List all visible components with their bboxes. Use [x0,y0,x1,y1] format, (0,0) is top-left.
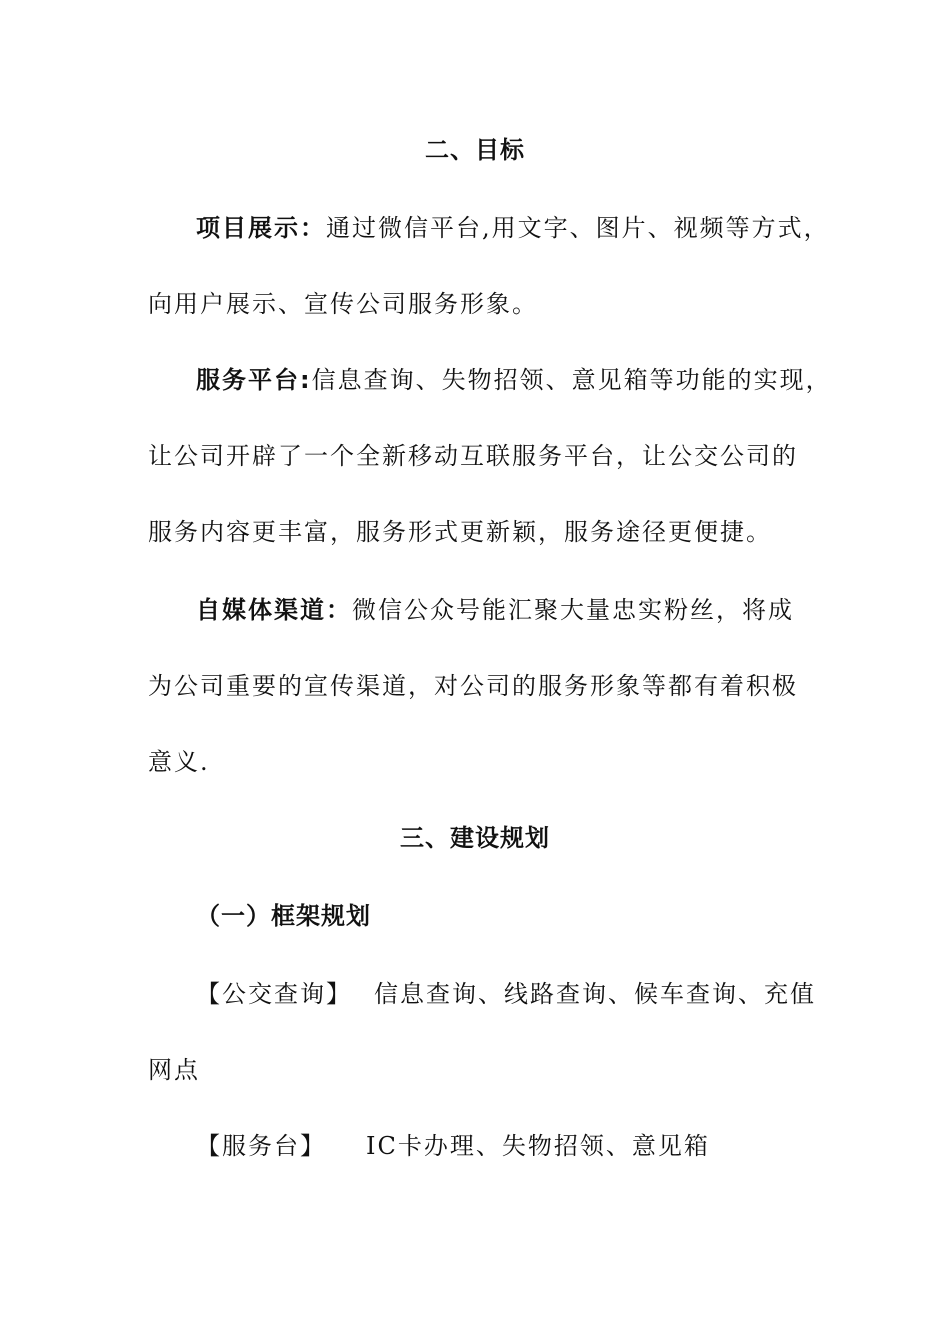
paragraph-service-platform-line-2: 让公司开辟了一个全新移动互联服务平台，让公交公司的 [148,442,798,470]
framework-bus-query-line-1 [196,978,866,1010]
paragraph-service-platform-line-3: 服务内容更丰富，服务形式更新颖，服务途径更便捷。 [148,518,772,546]
service-platform-label: 服务平台: [196,366,312,394]
framework-service-desk-line [196,1130,866,1162]
paragraph-self-media-line-2: 为公司重要的宣传渠道，对公司的服务形象等都有着积极 [148,672,798,700]
service-desk-label: 【服务台】 [196,1132,326,1160]
service-platform-text: 信息查询、失物招领、意见箱等功能的实现， [311,366,832,394]
paragraph-self-media-line-1 [196,594,866,626]
bus-query-label: 【公交查询】 [196,980,352,1008]
project-display-text: 通过微信平台,用文字、图片、视频等方式， [326,214,830,242]
bus-query-text: 信息查询、线路查询、候车查询、充值 [374,980,816,1008]
self-media-text: 微信公众号能汇聚大量忠实粉丝，将成 [352,596,794,624]
paragraph-service-platform-line-1 [196,364,866,396]
service-desk-text: IC卡办理、失物招领、意见箱 [366,1132,710,1160]
section-heading-plan: 三、建设规划 [400,824,550,852]
paragraph-self-media-line-3: 意义. [148,748,210,776]
paragraph-project-display-line-2: 向用户展示、宣传公司服务形象。 [148,290,538,318]
subsection-heading-framework: （一）框架规划 [196,902,371,930]
self-media-label: 自媒体渠道： [196,596,352,624]
framework-bus-query-line-2: 网点 [148,1056,200,1084]
project-display-label: 项目展示： [196,214,326,242]
paragraph-project-display-line-1 [196,212,866,244]
section-heading-goal: 二、目标 [425,136,525,164]
